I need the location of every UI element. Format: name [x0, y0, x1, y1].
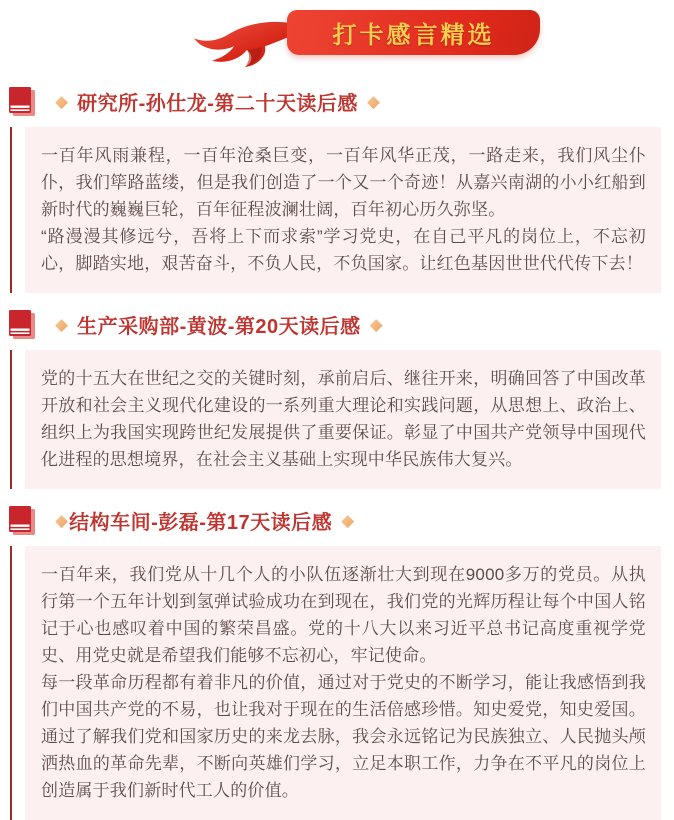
accent-line	[10, 127, 12, 293]
paragraph: 一百年风雨兼程，一百年沧桑巨变，一百年风华正茂，一路走来，我们风尘仆仆，我们筚路蓝缕，但是我们创造了一个又一个奇迹！从嘉兴南湖的小小红船到新时代的巍巍巨轮，百年征程波澜壮阔，百年初心历久弥坚。	[41, 146, 646, 219]
paragraph: 党的十五大在世纪之交的关键时刻，承前启后、继往开来，明确回答了中国改革开放和社会主义现代化建设的一系列重大理论和实践问题，从思想上、政治上、组织上为我国实现跨世纪发展提供了重要保证。彰显了中国共产党领导中国现代化进程的思想境界，在社会主义基础上实现中华民族伟大复兴。	[41, 369, 646, 469]
diamond-icon: ◆	[55, 510, 69, 530]
banner	[287, 10, 540, 55]
diamond-icon: ◆	[369, 314, 383, 334]
diamond-icon: ◆	[341, 510, 355, 530]
section-3-title: 结构车间-彭磊-第17天读后感	[69, 511, 333, 534]
diamond-icon: ◆	[366, 91, 380, 111]
book-icon	[8, 309, 36, 340]
section-reflection-2	[0, 305, 674, 489]
section-1-title: 研究所-孙仕龙-第二十天读后感	[77, 92, 358, 115]
section-reflection-3	[0, 501, 674, 820]
accent-line	[10, 350, 12, 489]
section-reflection-1	[0, 82, 674, 293]
paragraph: 一百年来，我们党从十几个人的小队伍逐渐壮大到现在9000多万的党员。从执行第一个五年计划到氢弹试验成功在到现在，我们党的光辉历程让每个中国人铭记于心也感叹着中国的繁荣昌盛。党的十八大以来习近平总书记高度重视学党史、用党史就是希望我们能够不忘初心，牢记使命。	[41, 565, 646, 665]
section-2-title-row	[0, 305, 674, 343]
banner-label: 打卡感言精选	[332, 22, 495, 49]
quote-box-1	[25, 127, 661, 293]
diamond-icon: ◆	[55, 91, 69, 111]
accent-line	[10, 546, 12, 820]
section-3-title-row	[0, 501, 674, 539]
header-banner-area	[0, 0, 674, 70]
paragraph: 每一段革命历程都有着非凡的价值，通过对于党史的不断学习，能让我感悟到我们中国共产党的不易，也让我对于现在的生活倍感珍惜。知史爱党，知史爱国。通过了解我们党和国家历史的来龙去脉，我会永远铭记为民族独立、人民抛头颅洒热血的革命先辈，不断向英雄们学习，立足本职工作，力争在不平凡的岗位上创造属于我们新时代工人的价值。	[41, 673, 646, 800]
book-icon	[8, 86, 36, 117]
paragraph: “路漫漫其修远兮，吾将上下而求索”学习党史，在自己平凡的岗位上，不忘初心，脚踏实地，艰苦奋斗，不负人民，不负国家。让红色基因世世代代传下去！	[41, 227, 646, 273]
quote-box-2	[25, 350, 661, 489]
section-1-title-row	[0, 82, 674, 120]
section-2-title: 生产采购部-黄波-第20天读后感	[77, 315, 361, 338]
book-icon	[8, 505, 36, 536]
diamond-icon: ◆	[55, 314, 69, 334]
quote-box-3	[25, 546, 661, 820]
